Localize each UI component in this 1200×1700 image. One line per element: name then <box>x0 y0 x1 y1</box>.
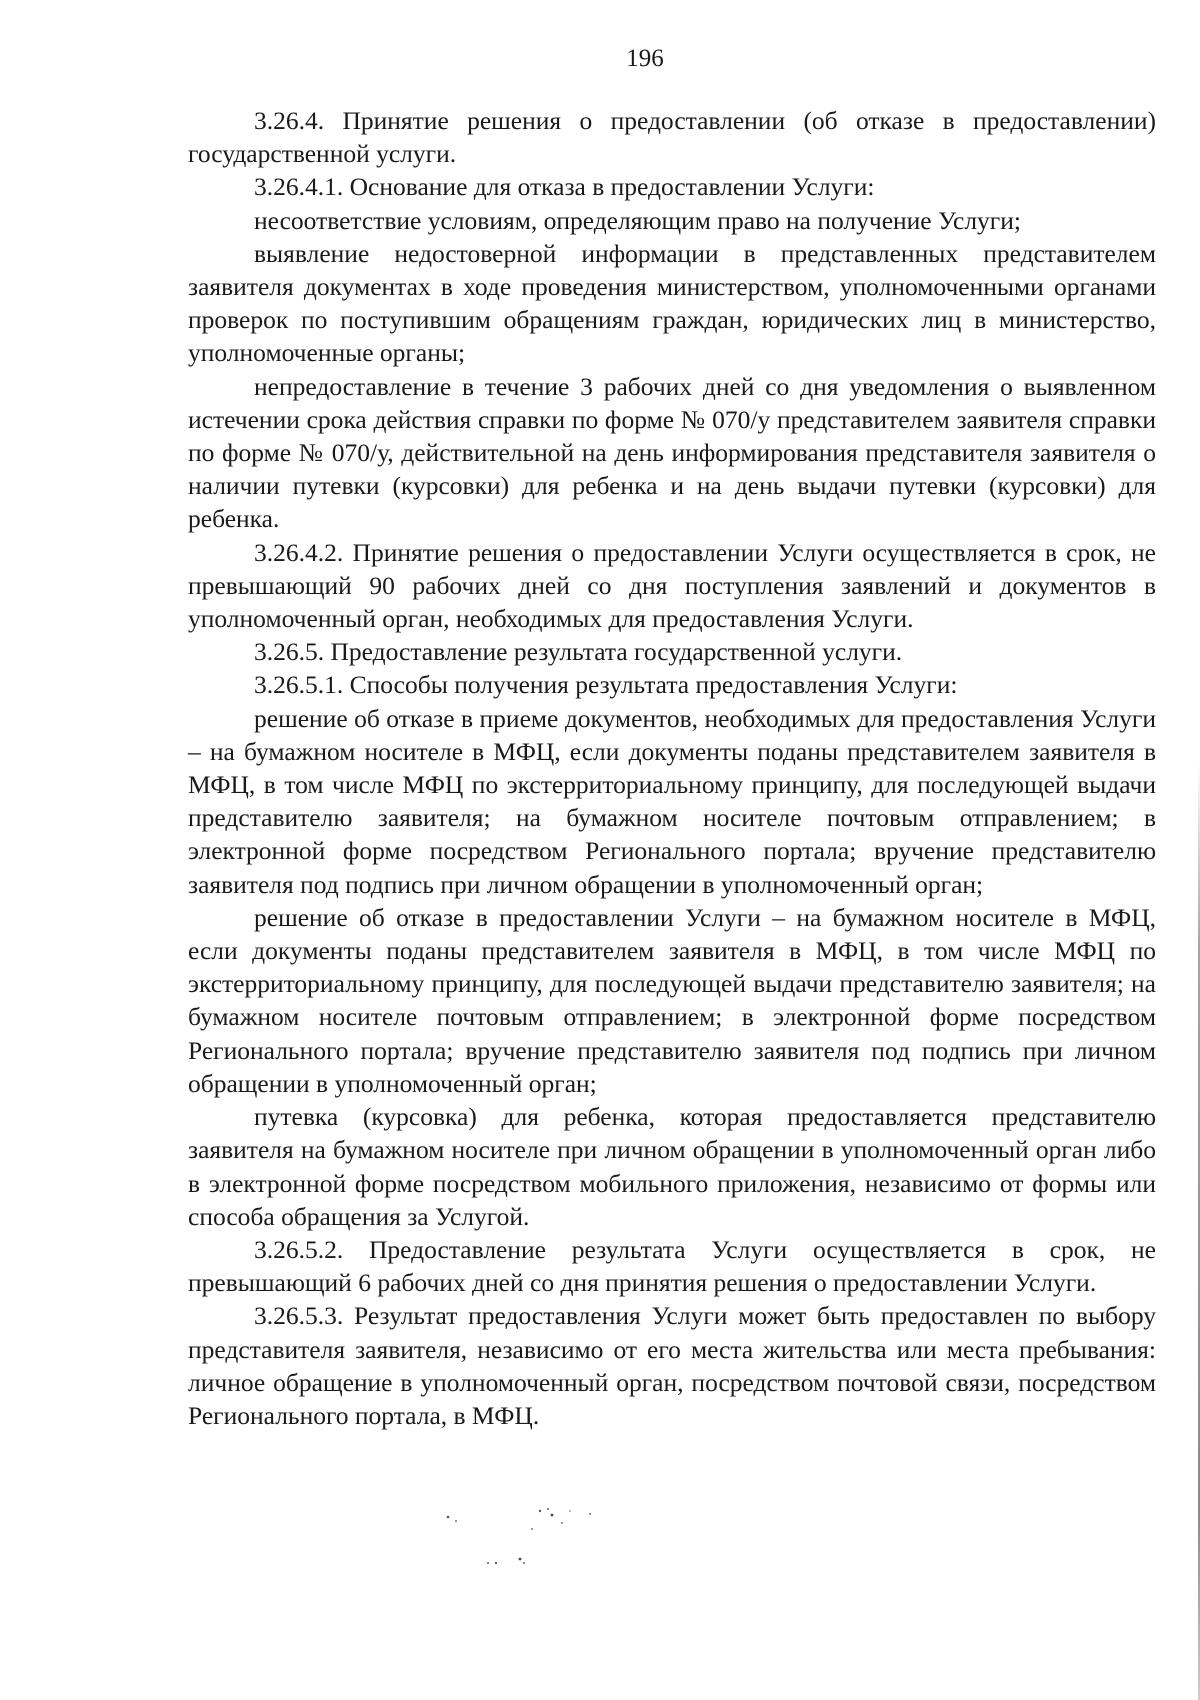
paragraph-3-26-5-3: 3.26.5.3. Результат предоставления Услуги может быть предоставлен по выбору представителя заявителя, независимо от его места жительства или места пребывания: личное обращение в уполномоченный орган, посредством почтовой связи, посредством Регионального портала, в МФЦ. <box>188 1301 1156 1430</box>
list-item-refusal-documents: решение об отказе в приеме документов, необходимых для предоставления Услуги – на бумажном носителе в МФЦ, если документы поданы представителем заявителя в МФЦ, в том числе МФЦ по экстерриториальному принципу, для последующей выдачи представителю заявителя; на бумажном носителе почтовым отправлением; в электронной форме посредством Регионального портала; вручение представителю заявителя под подпись при личном обращении в уполномоченный орган; <box>188 703 1156 899</box>
paragraph-3-26-4: 3.26.4. Принятие решения о предоставлении (об отказе в предоставлении) государственной услуги. <box>188 106 1156 169</box>
page-number: 196 <box>626 45 664 72</box>
paragraph-3-26-5-2: 3.26.5.2. Предоставление результата Услуги осуществляется в срок, не превышающий 6 рабочих дней со дня принятия решения о предоставлении Услуги. <box>188 1234 1156 1298</box>
paragraph-3-26-4-2: 3.26.4.2. Принятие решения о предоставлении Услуги осуществляется в срок, не превышающий 90 рабочих дней со дня поступления заявлений и документов в уполномоченный орган, необходимых для предоставления Услуги. <box>188 537 1156 634</box>
list-item-no-certificate: непредоставление в течение 3 рабочих дней со дня уведомления о выявленном истечении срока действия справки по форме № 070/у представителем заявителя справки по форме № 070/у, действительной на день информирования представителя заявителя о наличии путевки (курсовки) для ребенка и на день выдачи путевки (курсовки) для ребенка. <box>188 371 1156 534</box>
paragraph-3-26-5: 3.26.5. Предоставление результата государственной услуги. <box>254 637 903 667</box>
document-body <box>188 104 1156 1432</box>
list-item-noncompliance: несоответствие условиям, определяющим право на получение Услуги; <box>254 205 1021 235</box>
list-item-refusal-service: решение об отказе в предоставлении Услуги – на бумажном носителе в МФЦ, если документы поданы представителем заявителя в МФЦ, в том числе МФЦ по экстерриториальному принципу, для последующей выдачи представителю заявителя; на бумажном носителе почтовым отправлением; в электронной форме посредством Регионального портала; вручение представителю заявителя под подпись при личном обращении в уполномоченный орган; <box>188 902 1156 1098</box>
paragraph-3-26-5-1: 3.26.5.1. Способы получения результата предоставления Услуги: <box>254 670 958 700</box>
scan-specks <box>440 1505 640 1595</box>
paragraph-3-26-4-1: 3.26.4.1. Основание для отказа в предоставлении Услуги: <box>254 172 875 202</box>
list-item-false-info: выявление недостоверной информации в представленных представителем заявителя документах в ходе проведения министерством, уполномоченными органами проверок по поступившим обращениям граждан, юридических лиц в министерство, уполномоченные органы; <box>188 238 1156 368</box>
list-item-voucher: путевка (курсовка) для ребенка, которая предоставляется представителю заявителя на бумажном носителе при личном обращении в уполномоченный орган либо в электронной форме посредством мобильного приложения, независимо от формы или способа обращения за Услугой. <box>188 1102 1156 1231</box>
